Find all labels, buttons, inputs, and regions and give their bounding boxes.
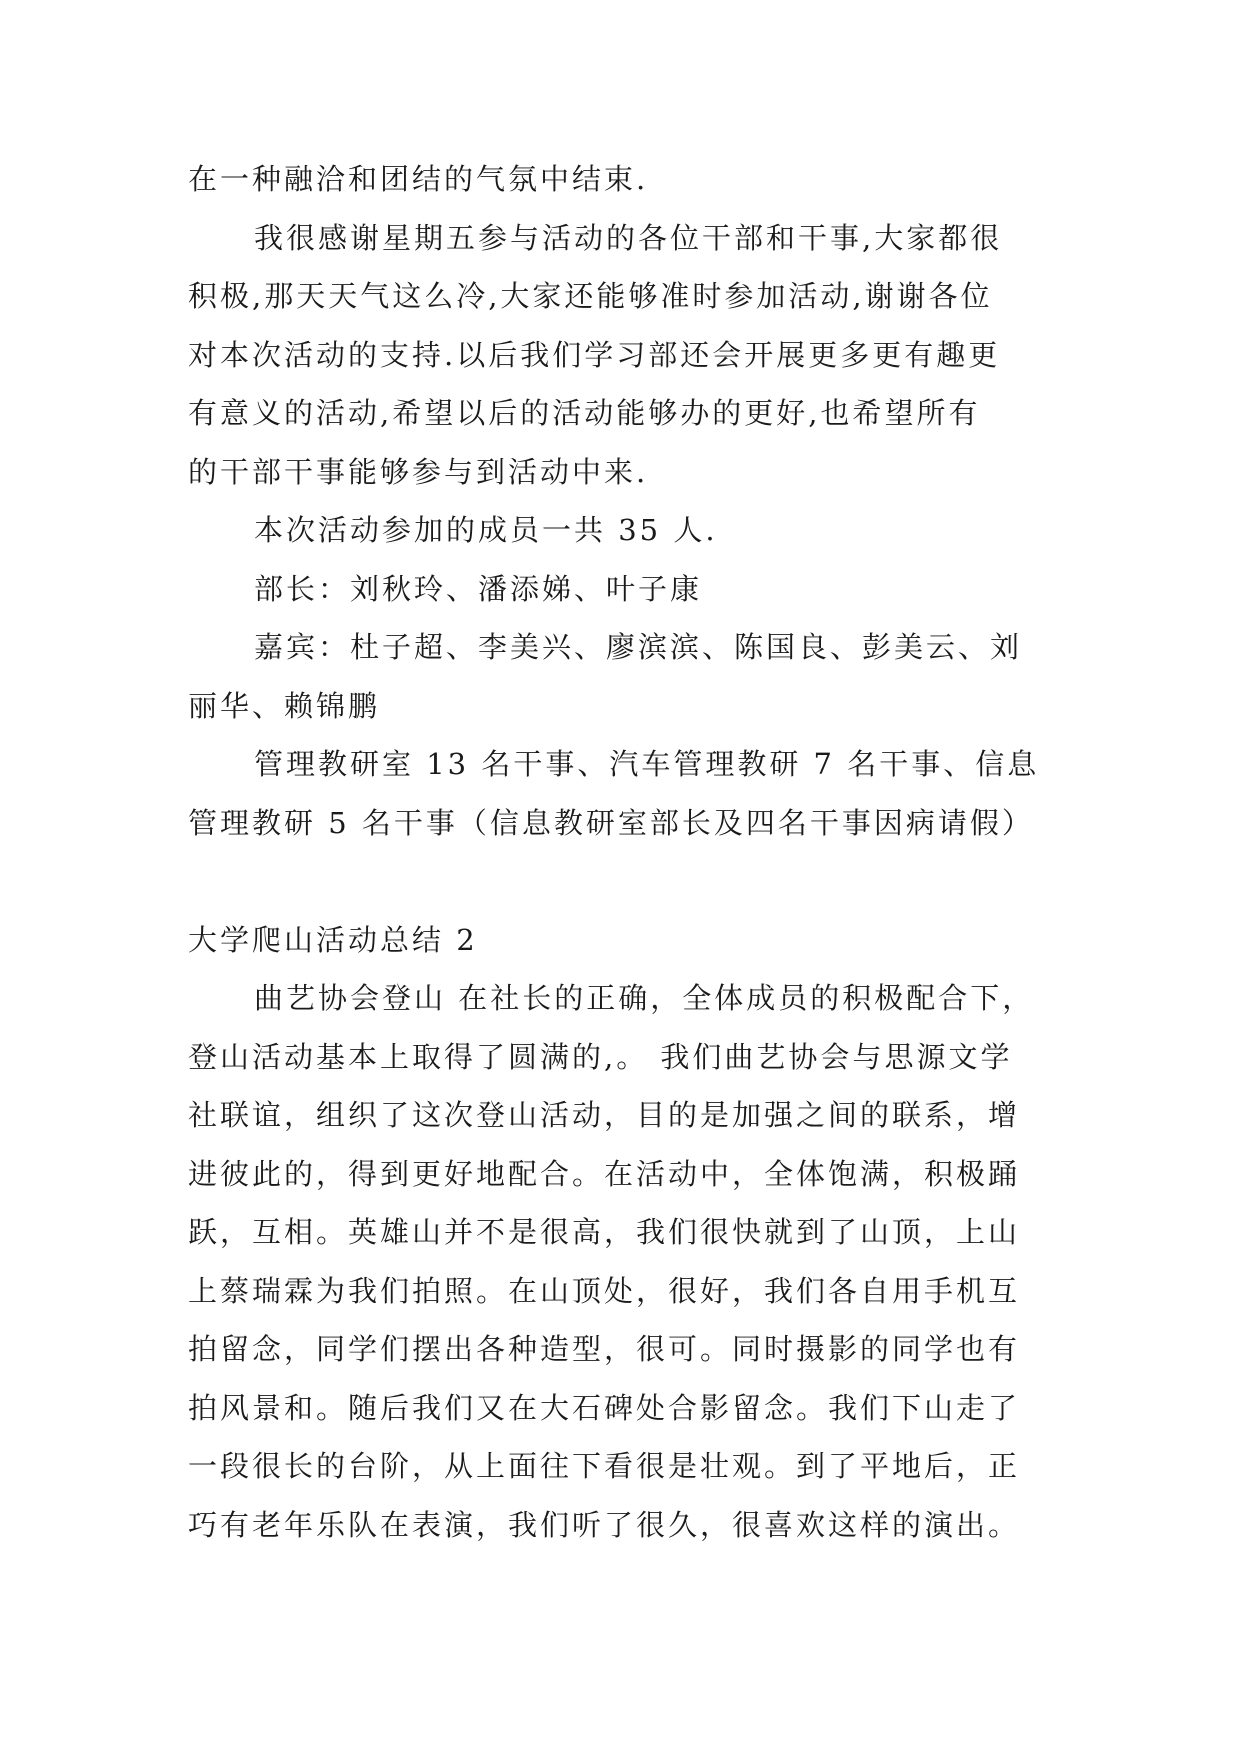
text-line: 有意义的活动,希望以后的活动能够办的更好,也希望所有 bbox=[188, 396, 981, 430]
text-line: 登山活动基本上取得了圆满的,。 我们曲艺协会与思源文学 bbox=[188, 1039, 1013, 1074]
text-line: 拍风景和。随后我们又在大石碑处合影留念。我们下山走了 bbox=[188, 1390, 1021, 1425]
blank-line bbox=[188, 852, 1058, 911]
text-line: 巧有老年乐队在表演，我们听了很久，很喜欢这样的演出。 bbox=[188, 1507, 1021, 1542]
text-line: 进彼此的，得到更好地配合。在活动中，全体饱满，积极踊 bbox=[188, 1156, 1021, 1191]
section-heading: 大学爬山活动总结 2 bbox=[188, 922, 478, 957]
text-line: 我很感谢星期五参与活动的各位干部和干事,大家都很 bbox=[254, 220, 1003, 255]
text-line: 上蔡瑞霖为我们拍照。在山顶处，很好，我们各自用手机互 bbox=[188, 1273, 1021, 1308]
text-line: 一段很长的台阶，从上面往下看很是壮观。到了平地后，正 bbox=[188, 1449, 1021, 1483]
text-line: 的干部干事能够参与到活动中来. bbox=[188, 454, 649, 489]
text-line: 拍留念，同学们摆出各种造型，很可。同时摄影的同学也有 bbox=[188, 1332, 1021, 1366]
text-line: 丽华、赖锦鹏 bbox=[188, 688, 381, 723]
text-line: 跃，互相。英雄山并不是很高，我们很快就到了山顶，上山 bbox=[188, 1215, 1021, 1249]
text-line: 积极,那天天气这么冷,大家还能够准时参加活动,谢谢各位 bbox=[188, 279, 993, 313]
text-line: 社联谊，组织了这次登山活动，目的是加强之间的联系，增 bbox=[188, 1098, 1021, 1132]
text-line: 管理教研 5 名干事（信息教研室部长及四名干事因病请假） bbox=[188, 805, 1034, 840]
document-body bbox=[188, 150, 1058, 1554]
text-line: 嘉宾：杜子超、李美兴、廖滨滨、陈国良、彭美云、刘 bbox=[254, 630, 1023, 664]
text-line: 本次活动参加的成员一共 35 人. bbox=[254, 513, 718, 547]
text-line: 在一种融洽和团结的气氛中结束. bbox=[188, 162, 649, 196]
text-line: 部长：刘秋玲、潘添娣、叶子康 bbox=[254, 571, 703, 606]
text-line: 曲艺协会登山 在社长的正确，全体成员的积极配合下， bbox=[254, 981, 1035, 1015]
text-line: 对本次活动的支持.以后我们学习部还会开展更多更有趣更 bbox=[188, 337, 1001, 372]
text-line: 管理教研室 13 名干事、汽车管理教研 7 名干事、信息 bbox=[254, 747, 1040, 781]
